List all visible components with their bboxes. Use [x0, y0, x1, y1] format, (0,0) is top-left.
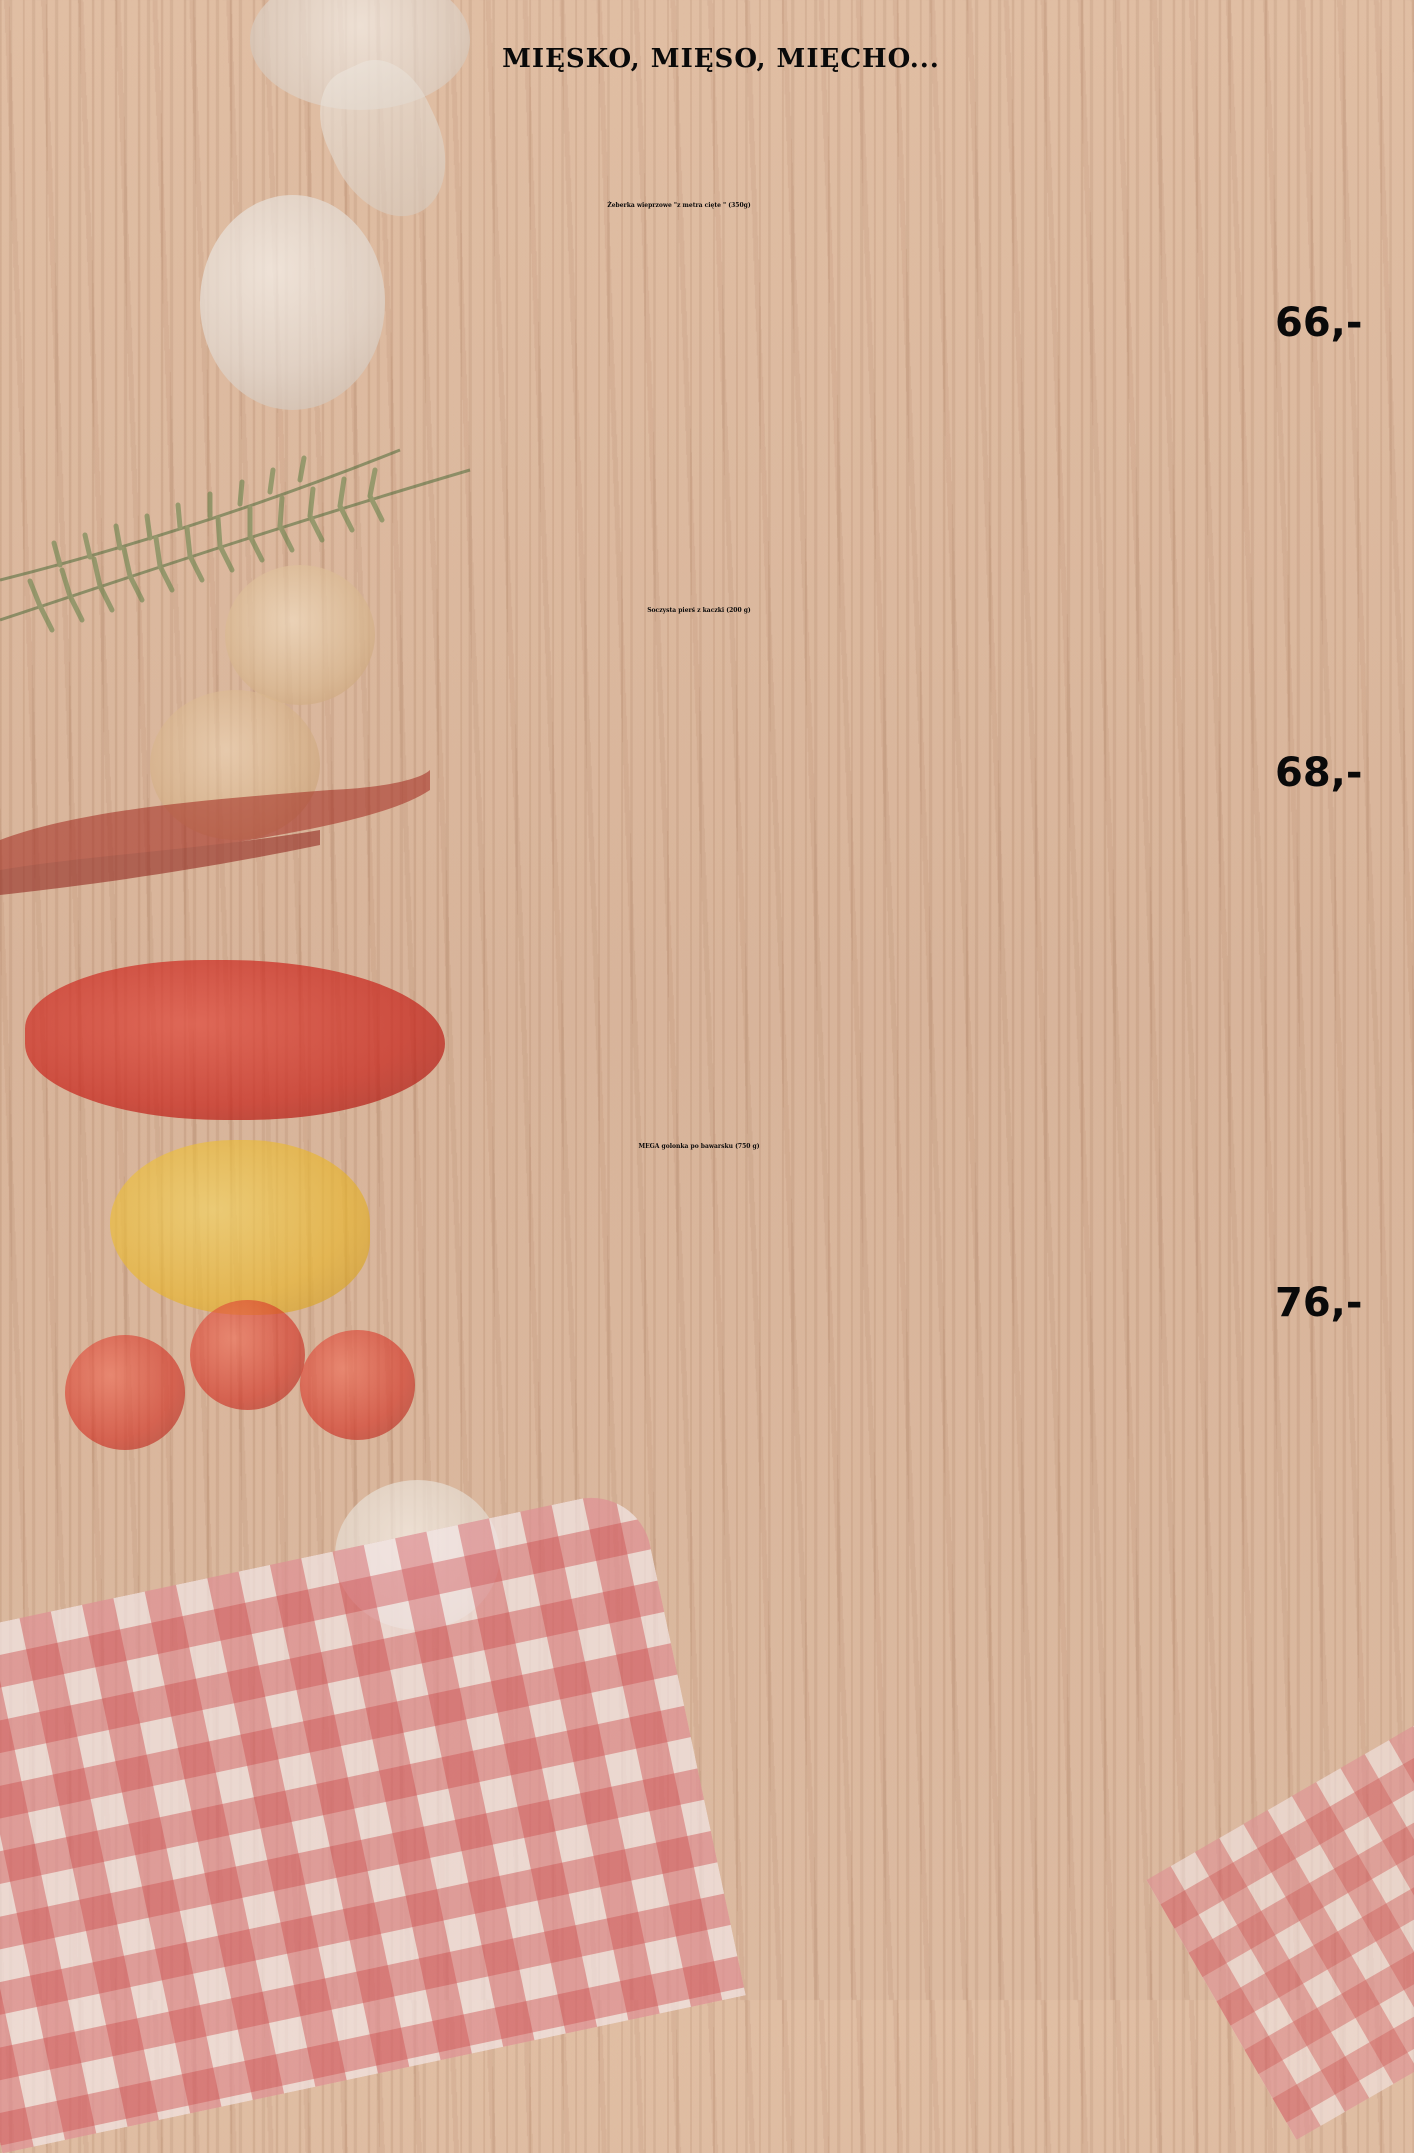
dish-translation	[0, 1476, 1386, 1518]
dish-translation	[0, 820, 1414, 862]
extras-line	[36, 1691, 1414, 1730]
dish-price: 68,-	[1275, 750, 1363, 796]
extras-line	[36, 1730, 1414, 1769]
dish-translation	[0, 379, 1414, 421]
dish-translation	[0, 506, 1407, 548]
dish-price: 66,-	[1275, 300, 1363, 346]
dish-translation	[0, 863, 1399, 905]
extras-line	[36, 1847, 1414, 1886]
dish-translation	[0, 1519, 1396, 1561]
dish-translation	[0, 1349, 1382, 1391]
dish-translation	[0, 1033, 1407, 1075]
extras-line	[36, 1808, 1414, 1847]
dish-translation	[0, 422, 1388, 464]
page-title: MIĘSKO, MIĘSO, MIĘCHO...	[502, 44, 940, 74]
dish-translation	[0, 464, 1394, 506]
dish-translation	[0, 991, 1407, 1033]
dish-name: Żeberka wieprzowe "z metra cięte " (350g)	[607, 202, 751, 209]
extras-line	[36, 1769, 1414, 1808]
extras-line	[36, 1925, 1414, 1964]
dish-translation	[0, 1561, 1374, 1603]
dish-price: 76,-	[1275, 1280, 1363, 1326]
dish-name: Soczysta pierś z kaczki (200 g)	[647, 607, 751, 614]
dish-translation	[0, 1434, 1390, 1476]
dish-translation	[0, 905, 1414, 947]
dish-name: MEGA golonka po bawarsku (750 g)	[638, 1143, 760, 1150]
extras-line	[36, 1652, 1414, 1691]
dish-translation	[0, 1392, 1382, 1434]
extras-line	[36, 1886, 1414, 1925]
dish-translation	[0, 948, 1400, 990]
